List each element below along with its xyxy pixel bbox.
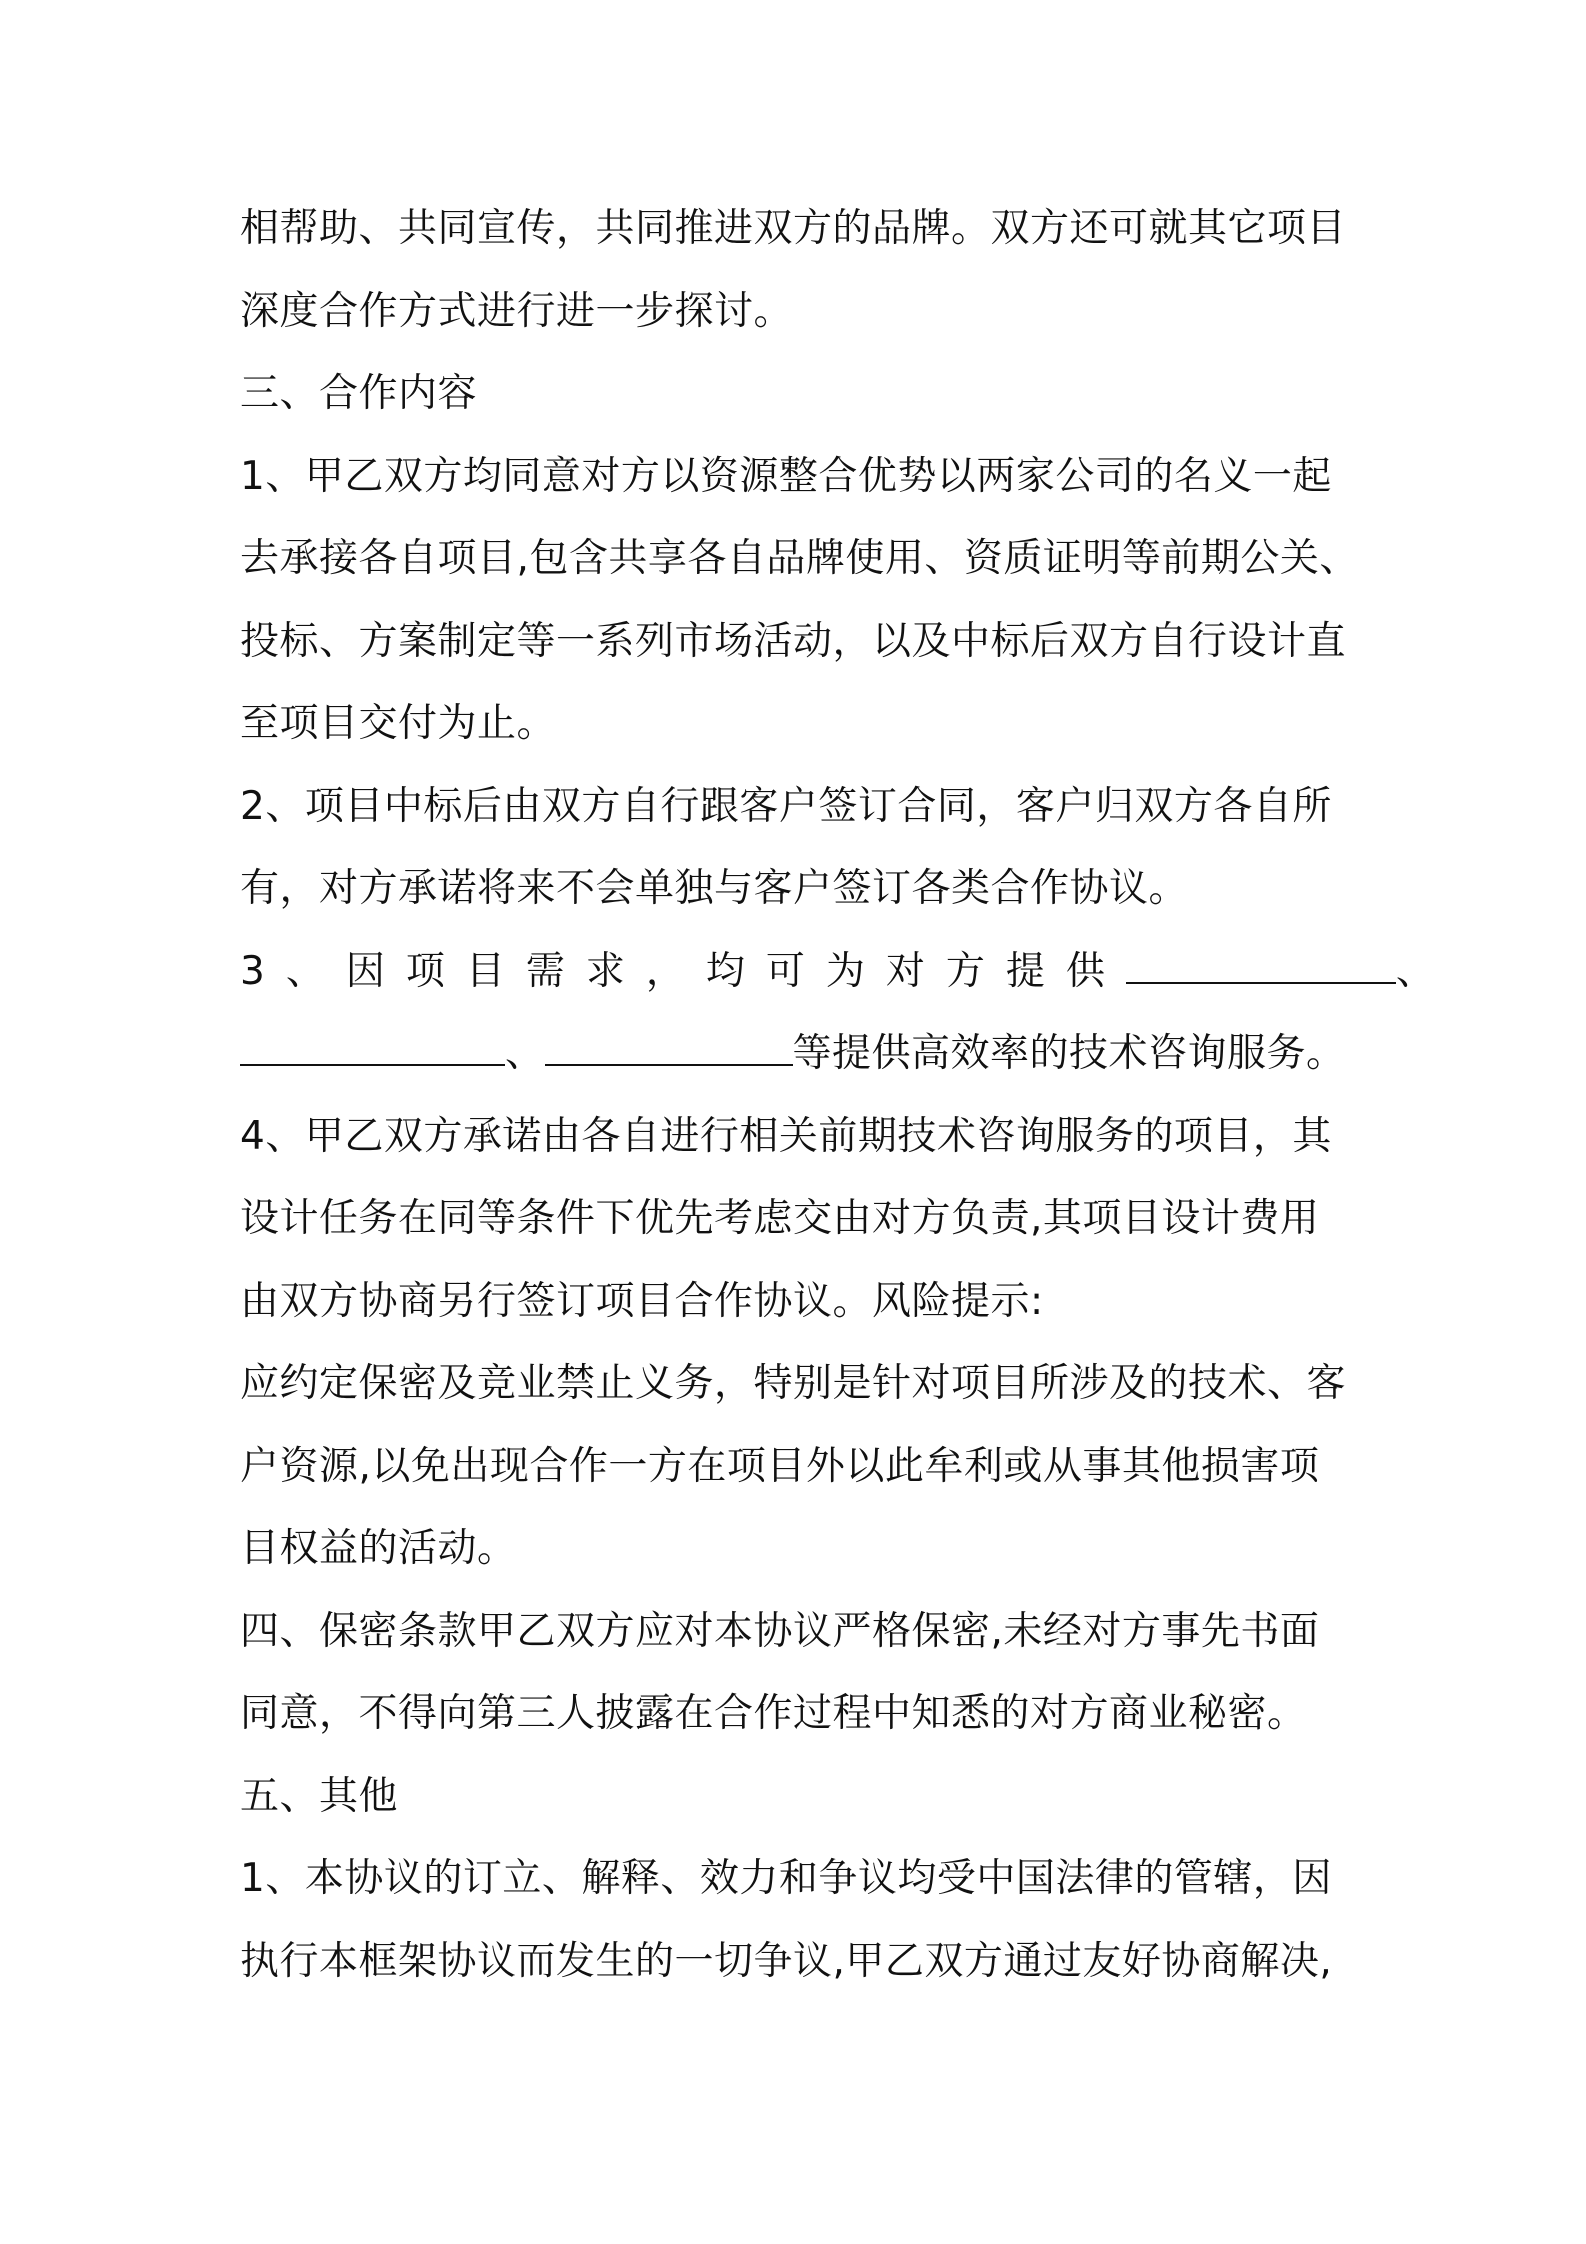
text-line: 四、保密条款甲乙双方应对本协议严格保密,未经对方事先书面 <box>240 1608 1320 1654</box>
fill-in-blank[interactable] <box>240 1026 505 1066</box>
text-line: 应约定保密及竞业禁止义务，特别是针对项目所涉及的技术、客 <box>240 1361 1347 1406</box>
text-line: 4、甲乙双方承诺由各自进行相关前期技术咨询服务的项目，其 <box>240 1113 1332 1159</box>
text-line: 户资源,以免出现合作一方在项目外以此牟利或从事其他损害项 <box>240 1443 1320 1489</box>
fill-in-blank[interactable] <box>545 1026 793 1066</box>
text-line: 2、项目中标后由双方自行跟客户签订合同，客户归双方各自所 <box>240 783 1332 829</box>
text-line: 设计任务在同等条件下优先考虑交由对方负责,其项目设计费用 <box>240 1196 1320 1241</box>
text-line-with-blank <box>240 931 1436 1014</box>
text-line-with-blanks <box>240 1013 1360 1096</box>
text-line: 深度合作方式进行进一步探讨。 <box>240 288 794 334</box>
blank-separator: 、 <box>505 1031 545 1076</box>
clause-3-prefix: 3、因项目需求，均可为对方提供 <box>240 948 1126 994</box>
text-line: 1、本协议的订立、解释、效力和争议均受中国法律的管辖，因 <box>240 1856 1332 1901</box>
text-line: 同意，不得向第三人披露在合作过程中知悉的对方商业秘密。 <box>240 1691 1307 1736</box>
text-line: 至项目交付为止。 <box>240 701 557 746</box>
clause-3-suffix: 等提供高效率的技术咨询服务。 <box>792 1031 1346 1076</box>
section-heading: 三、合作内容 <box>240 371 478 416</box>
text-line: 投标、方案制定等一系列市场活动，以及中标后双方自行设计直 <box>240 618 1347 664</box>
text-line: 执行本框架协议而发生的一切争议,甲乙双方通过友好协商解决, <box>240 1938 1333 1984</box>
text-line: 由双方协商另行签订项目合作协议。风险提示: <box>240 1278 1044 1324</box>
section-heading: 五、其他 <box>240 1773 399 1819</box>
text-line: 目权益的活动。 <box>240 1526 517 1571</box>
text-line: 1、甲乙双方均同意对方以资源整合优势以两家公司的名义一起 <box>240 453 1332 499</box>
document-body <box>240 188 1436 2003</box>
clause-3-separator: 、 <box>1395 948 1436 994</box>
fill-in-blank[interactable] <box>1126 944 1396 984</box>
text-line: 有，对方承诺将来不会单独与客户签订各类合作协议。 <box>240 866 1189 911</box>
text-line: 相帮助、共同宣传，共同推进双方的品牌。双方还可就其它项目 <box>240 206 1347 251</box>
text-line: 去承接各自项目,包含共享各自品牌使用、资质证明等前期公关、 <box>240 536 1359 581</box>
